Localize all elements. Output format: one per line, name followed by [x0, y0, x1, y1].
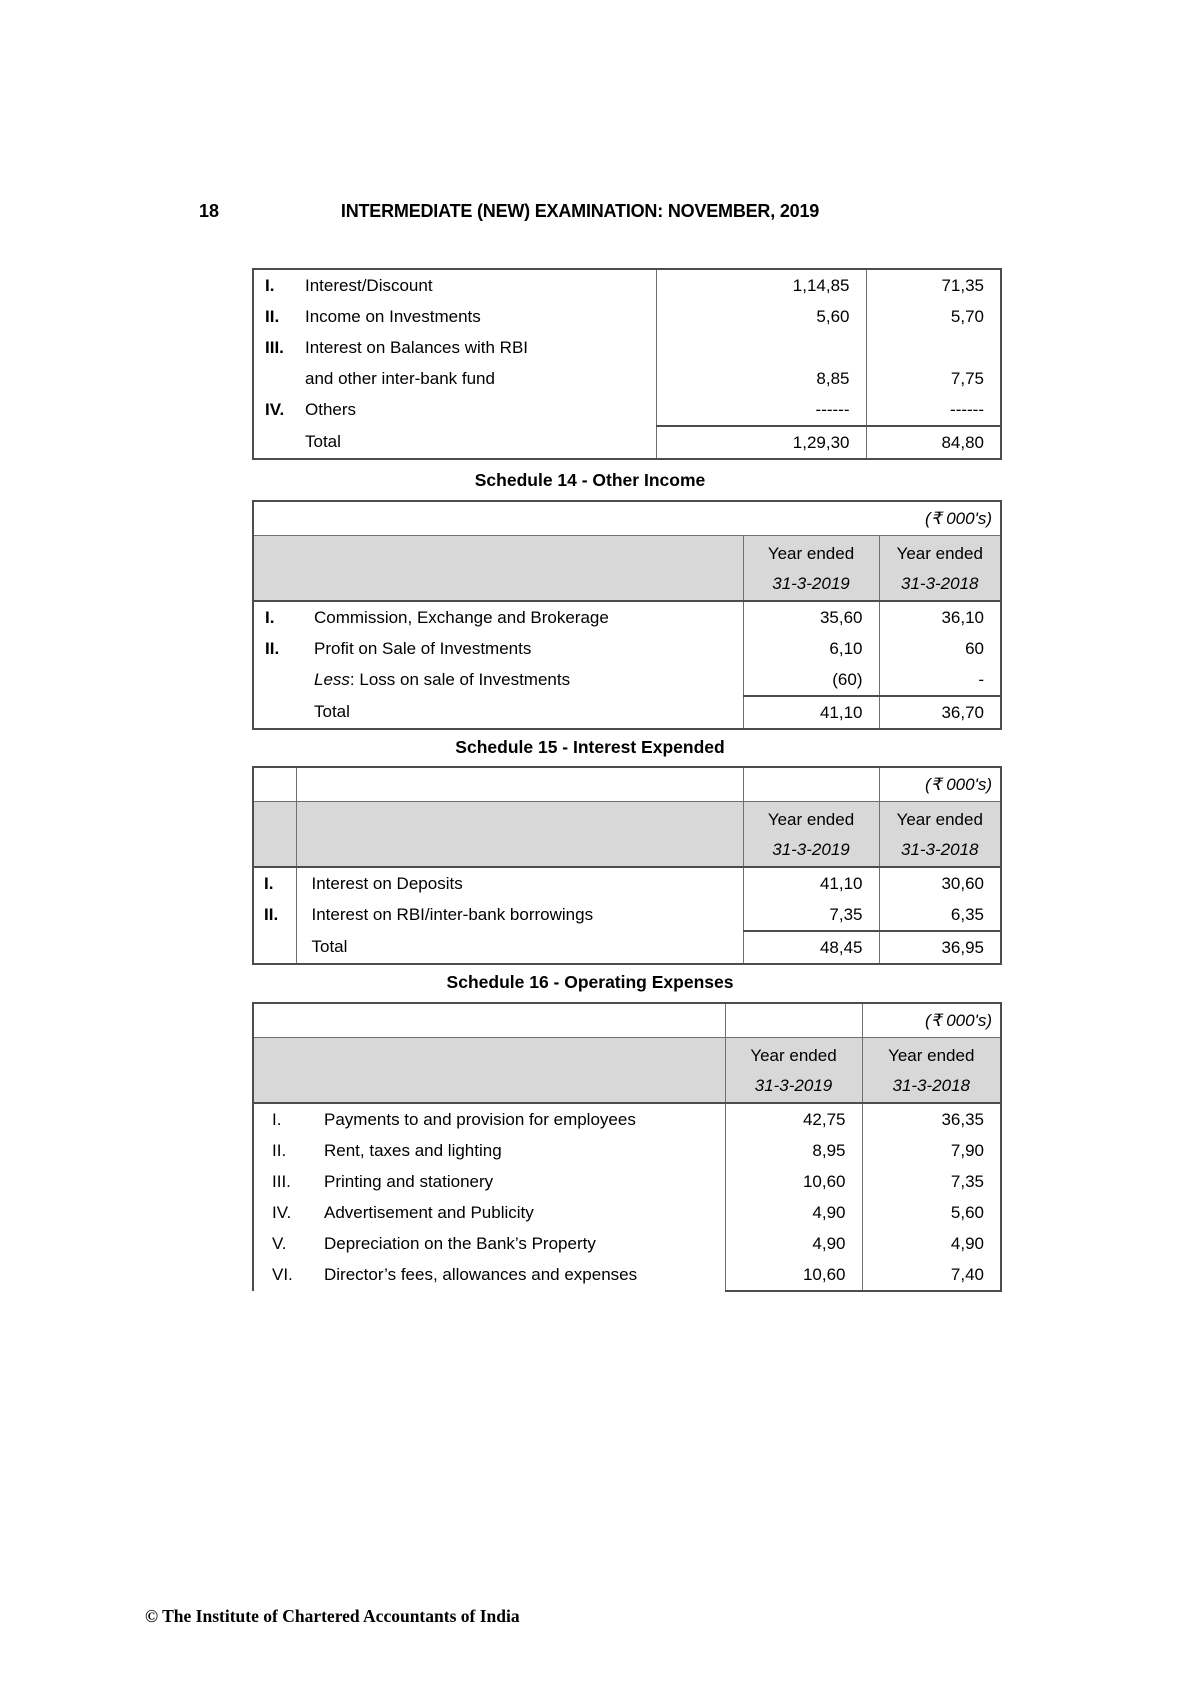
value-2019-cell: 10,60: [725, 1259, 862, 1291]
table-row: [253, 394, 1001, 426]
value-2019-cell: 10,60: [725, 1166, 862, 1197]
col-header-2018: Year ended 31-3-2018: [879, 536, 1001, 602]
value-2018-cell: -: [978, 669, 985, 689]
row-numeral: III.: [265, 337, 284, 357]
col-header-2018: Year ended 31-3-2018: [879, 802, 1001, 868]
value-2018-cell: 36,10: [941, 607, 985, 627]
row-desc-cell: [253, 1259, 725, 1291]
table-row: [253, 301, 1001, 332]
currency-note: (₹ 000's): [879, 767, 1001, 802]
value-2018-cell: 7,90: [950, 1140, 984, 1160]
row-numeral: I.: [272, 1109, 282, 1129]
row-desc: Income on Investments: [305, 306, 481, 326]
total-label-cell: [253, 426, 656, 459]
column-header-row: [253, 1038, 1001, 1104]
row-desc: and other inter-bank fund: [305, 368, 495, 388]
table-row: [253, 1103, 1001, 1135]
schedule-15-heading: Schedule 15 - Interest Expended: [455, 737, 725, 757]
value-2018-cell: 71,35: [941, 275, 984, 295]
col-header-2019: Year ended 31-3-2019: [743, 802, 879, 868]
total-row: [253, 426, 1001, 459]
table-row: [253, 332, 1001, 363]
col-header-2018: Year ended 31-3-2018: [862, 1038, 1001, 1104]
row-desc: Depreciation on the Bank’s Property: [324, 1233, 596, 1253]
currency-note: (₹ 000's): [253, 501, 1001, 536]
row-desc: Rent, taxes and lighting: [324, 1140, 502, 1160]
value-2019-cell: 6,10: [743, 633, 879, 664]
row-desc: Interest on Balances with RBI: [305, 337, 529, 357]
value-2018-cell: 6,35: [950, 904, 984, 924]
value-2018-cell: ------: [950, 399, 984, 419]
total-2018-cell: 36,95: [879, 931, 1001, 964]
total-label: Total: [314, 702, 350, 721]
page-number: 18: [199, 201, 220, 221]
row-desc-cell: [253, 601, 743, 633]
value-2018-cell: 7,35: [950, 1171, 984, 1191]
value-2018-cell: 7,75: [950, 368, 984, 388]
row-numeral: II.: [265, 306, 280, 326]
total-2019-cell: 41,10: [743, 696, 879, 729]
row-desc-cell: [253, 269, 656, 301]
value-2019-cell: ------: [656, 394, 866, 426]
currency-note-row: [253, 1003, 1001, 1038]
row-desc: Profit on Sale of Investments: [314, 638, 532, 658]
value-2018-cell: 5,70: [950, 306, 984, 326]
row-desc: Interest on Deposits: [296, 867, 743, 899]
value-2018-cell: 30,60: [941, 873, 984, 893]
row-desc-cell: [253, 363, 656, 394]
schedule-15-table: [252, 766, 1002, 965]
total-label: Total: [305, 432, 341, 451]
value-2018-cell: [866, 332, 1001, 363]
table-row: [253, 633, 1001, 664]
value-2019-cell: 41,10: [743, 867, 879, 899]
value-2019-cell: 8,85: [656, 363, 866, 394]
row-desc-cell: [253, 1103, 725, 1135]
row-numeral: I.: [265, 275, 275, 295]
row-desc-cell: [253, 1197, 725, 1228]
schedule-14-table: [252, 500, 1002, 730]
row-desc: Commission, Exchange and Brokerage: [314, 607, 609, 627]
row-numeral: V.: [272, 1233, 287, 1253]
interest-earned-table: [252, 268, 1002, 460]
row-desc: : Loss on sale of Investments: [349, 670, 571, 689]
currency-note: (₹ 000's): [862, 1003, 1001, 1038]
row-desc-cell: [253, 332, 656, 363]
value-2019-cell: 1,14,85: [656, 269, 866, 301]
value-2019-cell: 5,60: [656, 301, 866, 332]
value-2019-cell: 7,35: [743, 899, 879, 931]
value-2019-cell: [656, 332, 866, 363]
row-numeral: IV.: [272, 1202, 292, 1222]
total-label: Total: [296, 931, 743, 964]
row-desc-cell: [253, 1228, 725, 1259]
currency-note-row: [253, 767, 1001, 802]
row-numeral: II.: [272, 1140, 287, 1160]
row-numeral: VI.: [272, 1265, 293, 1284]
column-header-row: [253, 802, 1001, 868]
row-desc-cell: [253, 1135, 725, 1166]
table-row: [253, 269, 1001, 301]
row-numeral: IV.: [265, 400, 285, 419]
value-2019-cell: (60): [743, 664, 879, 696]
col-header-2019: Year ended 31-3-2019: [725, 1038, 862, 1104]
table-row: [253, 867, 1001, 899]
row-numeral: II.: [265, 638, 280, 658]
row-desc-cell: [253, 664, 743, 696]
total-row: [253, 931, 1001, 964]
copyright-footer: © The Institute of Chartered Accountants of India: [145, 1606, 520, 1626]
row-desc: Director’s fees, allowances and expenses: [324, 1265, 638, 1284]
row-numeral: III.: [272, 1171, 291, 1191]
table-row: [253, 1197, 1001, 1228]
value-2019-cell: 4,90: [725, 1197, 862, 1228]
table-row: [253, 1228, 1001, 1259]
table-row: [253, 1166, 1001, 1197]
row-desc: Others: [305, 400, 357, 419]
row-numeral: I.: [265, 607, 275, 627]
value-2018-cell: 7,40: [862, 1259, 1001, 1291]
total-2019-cell: 1,29,30: [656, 426, 866, 459]
row-desc-cell: [253, 633, 743, 664]
value-2018-cell: 60: [965, 638, 985, 658]
value-2018-cell: 5,60: [950, 1202, 984, 1222]
value-2018-cell: 36,35: [941, 1109, 984, 1129]
total-2019-cell: 48,45: [743, 931, 879, 964]
table-row: [253, 1259, 1001, 1291]
table-row: [253, 899, 1001, 931]
column-header-row: [253, 536, 1001, 602]
currency-note-row: [253, 501, 1001, 536]
row-desc-lead: Less: [314, 670, 350, 689]
table-row: [253, 1135, 1001, 1166]
value-2019-cell: 35,60: [743, 601, 879, 633]
total-label-cell: [253, 696, 743, 729]
table-row: [253, 363, 1001, 394]
col-header-2019: Year ended 31-3-2019: [743, 536, 879, 602]
value-2019-cell: 4,90: [725, 1228, 862, 1259]
row-desc: Printing and stationery: [324, 1171, 494, 1191]
schedule-14-heading: Schedule 14 - Other Income: [474, 470, 706, 490]
total-2018-cell: 36,70: [879, 696, 1001, 729]
row-numeral: II.: [253, 899, 296, 931]
schedule-16-heading: Schedule 16 - Operating Expenses: [446, 972, 734, 992]
value-2019-cell: 8,95: [725, 1135, 862, 1166]
row-desc: Payments to and provision for employees: [324, 1109, 636, 1129]
row-desc: Interest on RBI/inter-bank borrowings: [296, 899, 743, 931]
table-row: [253, 601, 1001, 633]
value-2018-cell: 4,90: [950, 1233, 984, 1253]
row-desc-cell: [253, 394, 656, 426]
schedule-16-table: [252, 1002, 1002, 1292]
exam-title: INTERMEDIATE (NEW) EXAMINATION: NOVEMBER, 2019: [340, 201, 820, 221]
total-2018-cell: 84,80: [866, 426, 1001, 459]
row-desc-cell: [253, 1166, 725, 1197]
total-row: [253, 696, 1001, 729]
row-desc-cell: [253, 301, 656, 332]
table-row: [253, 664, 1001, 696]
row-numeral: I.: [253, 867, 296, 899]
value-2019-cell: 42,75: [725, 1103, 862, 1135]
row-desc: Advertisement and Publicity: [324, 1202, 534, 1222]
row-desc: Interest/Discount: [305, 275, 433, 295]
